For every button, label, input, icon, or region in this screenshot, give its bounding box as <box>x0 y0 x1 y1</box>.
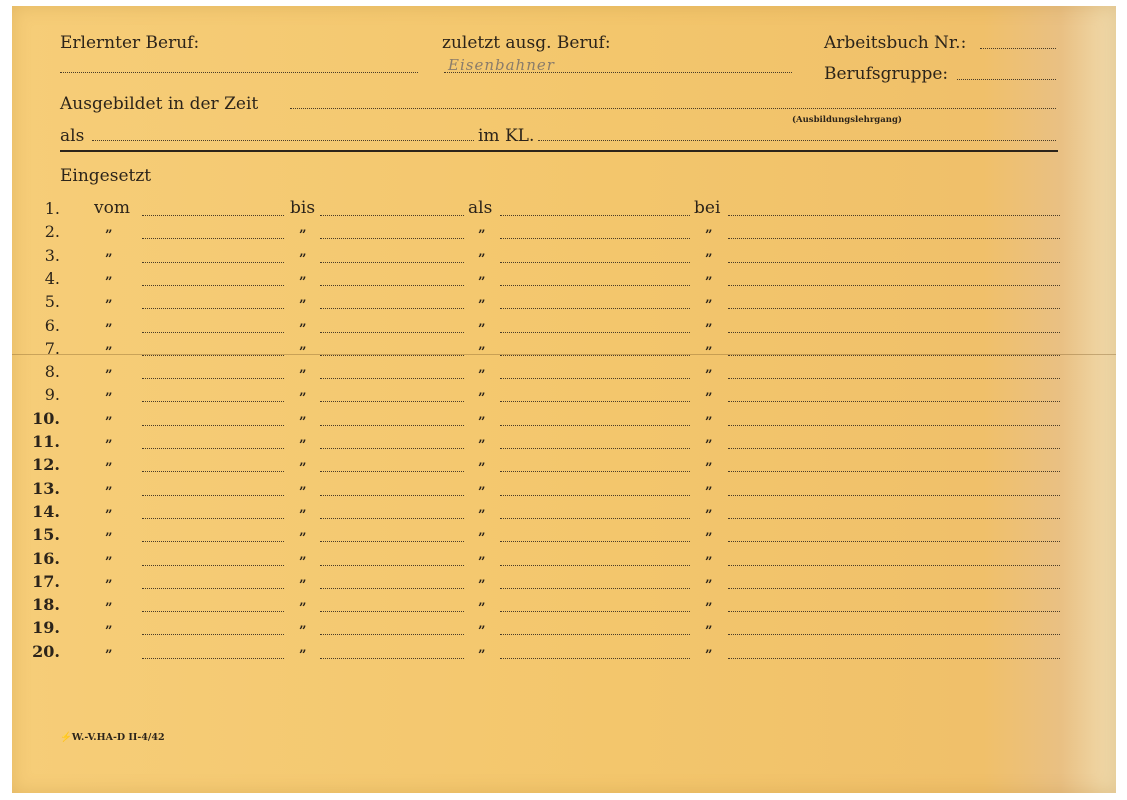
row-number: 16. <box>32 549 60 568</box>
row-field-bis[interactable] <box>320 401 464 402</box>
ditto-mark: ” <box>478 555 486 570</box>
ditto-mark: ” <box>299 578 307 593</box>
berufsgruppe-field[interactable] <box>957 79 1056 80</box>
ditto-mark: ” <box>705 578 713 593</box>
row-number: 10. <box>32 409 60 428</box>
row-field-bis[interactable] <box>320 332 464 333</box>
ditto-mark: ” <box>705 298 713 313</box>
row-field-bei[interactable] <box>728 448 1060 449</box>
row-field-bei[interactable] <box>728 588 1060 589</box>
ditto-mark: ” <box>478 508 486 523</box>
ditto-mark: ” <box>478 578 486 593</box>
ditto-mark: ” <box>105 555 113 570</box>
ditto-mark: ” <box>705 601 713 616</box>
table-title: Eingesetzt <box>60 166 152 186</box>
row-field-vom[interactable] <box>142 355 284 356</box>
ditto-mark: ” <box>105 298 113 313</box>
row-field-als[interactable] <box>500 378 690 379</box>
row-field-bis[interactable] <box>320 471 464 472</box>
ditto-mark: ” <box>105 508 113 523</box>
ditto-mark: ” <box>705 391 713 406</box>
row-field-bis[interactable] <box>320 611 464 612</box>
ditto-mark: ” <box>299 531 307 546</box>
row-number: 1. <box>44 199 60 218</box>
row-field-vom[interactable] <box>142 238 284 239</box>
ditto-mark: ” <box>705 508 713 523</box>
ditto-mark: ” <box>705 275 713 290</box>
row-field-als[interactable] <box>500 215 690 216</box>
ditto-mark: ” <box>299 322 307 337</box>
row-field-vom[interactable] <box>142 215 284 216</box>
row-field-bis[interactable] <box>320 541 464 542</box>
ditto-mark: ” <box>705 228 713 243</box>
row-field-bis[interactable] <box>320 262 464 263</box>
ditto-mark: ” <box>105 368 113 383</box>
ditto-mark: ” <box>299 485 307 500</box>
ditto-mark: ” <box>299 415 307 430</box>
row-number: 4. <box>44 269 60 288</box>
row-field-als[interactable] <box>500 448 690 449</box>
ausgebildet-field[interactable] <box>290 108 1056 109</box>
row-number: 6. <box>44 316 60 335</box>
ditto-mark: ” <box>705 648 713 663</box>
column-als-label: als <box>468 198 493 218</box>
ditto-mark: ” <box>299 438 307 453</box>
ausbildungslehrgang-note: (Ausbildungslehrgang) <box>792 115 902 125</box>
row-field-vom[interactable] <box>142 425 284 426</box>
ditto-mark: ” <box>299 624 307 639</box>
ditto-mark: ” <box>478 648 486 663</box>
row-number: 15. <box>32 525 60 544</box>
row-number: 11. <box>32 432 60 451</box>
row-number: 7. <box>44 339 60 358</box>
row-field-vom[interactable] <box>142 448 284 449</box>
arbeitsbuch-label: Arbeitsbuch Nr.: <box>824 33 967 53</box>
row-field-vom[interactable] <box>142 308 284 309</box>
ditto-mark: ” <box>705 624 713 639</box>
row-field-als[interactable] <box>500 565 690 566</box>
row-number: 2. <box>44 222 60 241</box>
row-field-vom[interactable] <box>142 495 284 496</box>
row-field-als[interactable] <box>500 425 690 426</box>
ditto-mark: ” <box>299 275 307 290</box>
column-bei-label: bei <box>694 198 721 218</box>
zuletzt-beruf-value: Eisenbahner <box>448 56 555 74</box>
ditto-mark: ” <box>105 415 113 430</box>
ditto-mark: ” <box>478 298 486 313</box>
ditto-mark: ” <box>105 391 113 406</box>
ditto-mark: ” <box>478 322 486 337</box>
ditto-mark: ” <box>705 485 713 500</box>
row-field-vom[interactable] <box>142 378 284 379</box>
row-field-bei[interactable] <box>728 518 1060 519</box>
form-card <box>12 6 1116 793</box>
row-field-als[interactable] <box>500 285 690 286</box>
row-field-bis[interactable] <box>320 518 464 519</box>
row-field-bei[interactable] <box>728 355 1060 356</box>
row-number: 3. <box>44 246 60 265</box>
erlernter-beruf-label: Erlernter Beruf: <box>60 33 200 53</box>
row-field-als[interactable] <box>500 355 690 356</box>
ditto-mark: ” <box>299 368 307 383</box>
row-number: 5. <box>44 292 60 311</box>
ditto-mark: ” <box>105 438 113 453</box>
ditto-mark: ” <box>478 531 486 546</box>
form-code: ⚡W.-V.HA-D II-4/42 <box>60 732 165 743</box>
row-field-bei[interactable] <box>728 541 1060 542</box>
ditto-mark: ” <box>105 648 113 663</box>
row-field-vom[interactable] <box>142 565 284 566</box>
row-field-bis[interactable] <box>320 378 464 379</box>
row-field-bei[interactable] <box>728 285 1060 286</box>
ditto-mark: ” <box>105 624 113 639</box>
zuletzt-beruf-label: zuletzt ausg. Beruf: <box>442 33 611 53</box>
row-field-bis[interactable] <box>320 658 464 659</box>
ditto-mark: ” <box>478 345 486 360</box>
ditto-mark: ” <box>478 391 486 406</box>
row-field-vom[interactable] <box>142 262 284 263</box>
ditto-mark: ” <box>705 555 713 570</box>
row-field-bei[interactable] <box>728 634 1060 635</box>
row-field-bis[interactable] <box>320 448 464 449</box>
ditto-mark: ” <box>105 228 113 243</box>
row-field-bei[interactable] <box>728 262 1060 263</box>
row-field-als[interactable] <box>500 588 690 589</box>
ditto-mark: ” <box>705 531 713 546</box>
ditto-mark: ” <box>478 228 486 243</box>
ditto-mark: ” <box>105 345 113 360</box>
erlernter-beruf-field[interactable] <box>60 72 418 73</box>
row-field-vom[interactable] <box>142 588 284 589</box>
als-field[interactable] <box>92 140 474 141</box>
ditto-mark: ” <box>299 391 307 406</box>
row-field-als[interactable] <box>500 308 690 309</box>
row-field-vom[interactable] <box>142 541 284 542</box>
ditto-mark: ” <box>299 648 307 663</box>
ditto-mark: ” <box>105 275 113 290</box>
row-field-bis[interactable] <box>320 308 464 309</box>
ditto-mark: ” <box>299 461 307 476</box>
ditto-mark: ” <box>705 252 713 267</box>
row-number: 19. <box>32 618 60 637</box>
row-field-als[interactable] <box>500 495 690 496</box>
ditto-mark: ” <box>299 228 307 243</box>
ditto-mark: ” <box>478 275 486 290</box>
row-field-bis[interactable] <box>320 425 464 426</box>
row-field-bis[interactable] <box>320 285 464 286</box>
row-field-vom[interactable] <box>142 332 284 333</box>
row-field-bei[interactable] <box>728 401 1060 402</box>
row-field-vom[interactable] <box>142 634 284 635</box>
row-field-als[interactable] <box>500 518 690 519</box>
row-field-bei[interactable] <box>728 378 1060 379</box>
ditto-mark: ” <box>478 368 486 383</box>
row-field-bis[interactable] <box>320 565 464 566</box>
ditto-mark: ” <box>705 415 713 430</box>
row-field-vom[interactable] <box>142 471 284 472</box>
arbeitsbuch-field[interactable] <box>980 48 1056 49</box>
row-number: 9. <box>44 385 60 404</box>
row-field-bis[interactable] <box>320 634 464 635</box>
ditto-mark: ” <box>478 252 486 267</box>
row-field-als[interactable] <box>500 541 690 542</box>
ditto-mark: ” <box>299 601 307 616</box>
row-field-als[interactable] <box>500 401 690 402</box>
row-field-bis[interactable] <box>320 215 464 216</box>
row-field-als[interactable] <box>500 262 690 263</box>
row-number: 13. <box>32 479 60 498</box>
row-field-vom[interactable] <box>142 401 284 402</box>
ditto-mark: ” <box>705 461 713 476</box>
ausgebildet-label: Ausgebildet in der Zeit <box>60 94 259 114</box>
row-field-als[interactable] <box>500 658 690 659</box>
row-field-bei[interactable] <box>728 215 1060 216</box>
row-field-als[interactable] <box>500 611 690 612</box>
ditto-mark: ” <box>299 555 307 570</box>
ditto-mark: ” <box>105 531 113 546</box>
ditto-mark: ” <box>705 438 713 453</box>
row-field-vom[interactable] <box>142 658 284 659</box>
column-vom-label: vom <box>94 198 130 218</box>
row-field-bei[interactable] <box>728 495 1060 496</box>
row-number: 12. <box>32 455 60 474</box>
ditto-mark: ” <box>478 415 486 430</box>
zuletzt-beruf-field[interactable] <box>444 72 792 73</box>
ditto-mark: ” <box>299 298 307 313</box>
ditto-mark: ” <box>299 345 307 360</box>
row-number: 8. <box>44 362 60 381</box>
ditto-mark: ” <box>105 601 113 616</box>
row-field-als[interactable] <box>500 332 690 333</box>
row-field-bei[interactable] <box>728 471 1060 472</box>
row-number: 14. <box>32 502 60 521</box>
row-field-vom[interactable] <box>142 518 284 519</box>
ditto-mark: ” <box>478 485 486 500</box>
ditto-mark: ” <box>105 322 113 337</box>
header-divider <box>60 150 1058 152</box>
column-bis-label: bis <box>290 198 316 218</box>
ditto-mark: ” <box>105 461 113 476</box>
ditto-mark: ” <box>299 252 307 267</box>
im-kl-field[interactable] <box>538 140 1056 141</box>
row-field-als[interactable] <box>500 471 690 472</box>
als-label: als <box>60 126 85 146</box>
row-field-bis[interactable] <box>320 355 464 356</box>
row-field-bei[interactable] <box>728 332 1060 333</box>
ditto-mark: ” <box>705 322 713 337</box>
row-field-bei[interactable] <box>728 565 1060 566</box>
ditto-mark: ” <box>105 578 113 593</box>
row-field-bis[interactable] <box>320 495 464 496</box>
row-field-als[interactable] <box>500 634 690 635</box>
row-field-bis[interactable] <box>320 588 464 589</box>
row-number: 18. <box>32 595 60 614</box>
row-field-bei[interactable] <box>728 425 1060 426</box>
ditto-mark: ” <box>478 624 486 639</box>
row-field-bis[interactable] <box>320 238 464 239</box>
row-field-bei[interactable] <box>728 611 1060 612</box>
row-number: 20. <box>32 642 60 661</box>
ditto-mark: ” <box>105 485 113 500</box>
row-field-als[interactable] <box>500 238 690 239</box>
ditto-mark: ” <box>478 461 486 476</box>
row-number: 17. <box>32 572 60 591</box>
ditto-mark: ” <box>105 252 113 267</box>
im-kl-label: im KL. <box>478 126 535 146</box>
berufsgruppe-label: Berufsgruppe: <box>824 64 949 84</box>
ditto-mark: ” <box>478 601 486 616</box>
row-field-vom[interactable] <box>142 611 284 612</box>
row-field-vom[interactable] <box>142 285 284 286</box>
row-field-bei[interactable] <box>728 658 1060 659</box>
ditto-mark: ” <box>299 508 307 523</box>
row-field-bei[interactable] <box>728 308 1060 309</box>
ditto-mark: ” <box>705 345 713 360</box>
ditto-mark: ” <box>705 368 713 383</box>
ditto-mark: ” <box>478 438 486 453</box>
row-field-bei[interactable] <box>728 238 1060 239</box>
